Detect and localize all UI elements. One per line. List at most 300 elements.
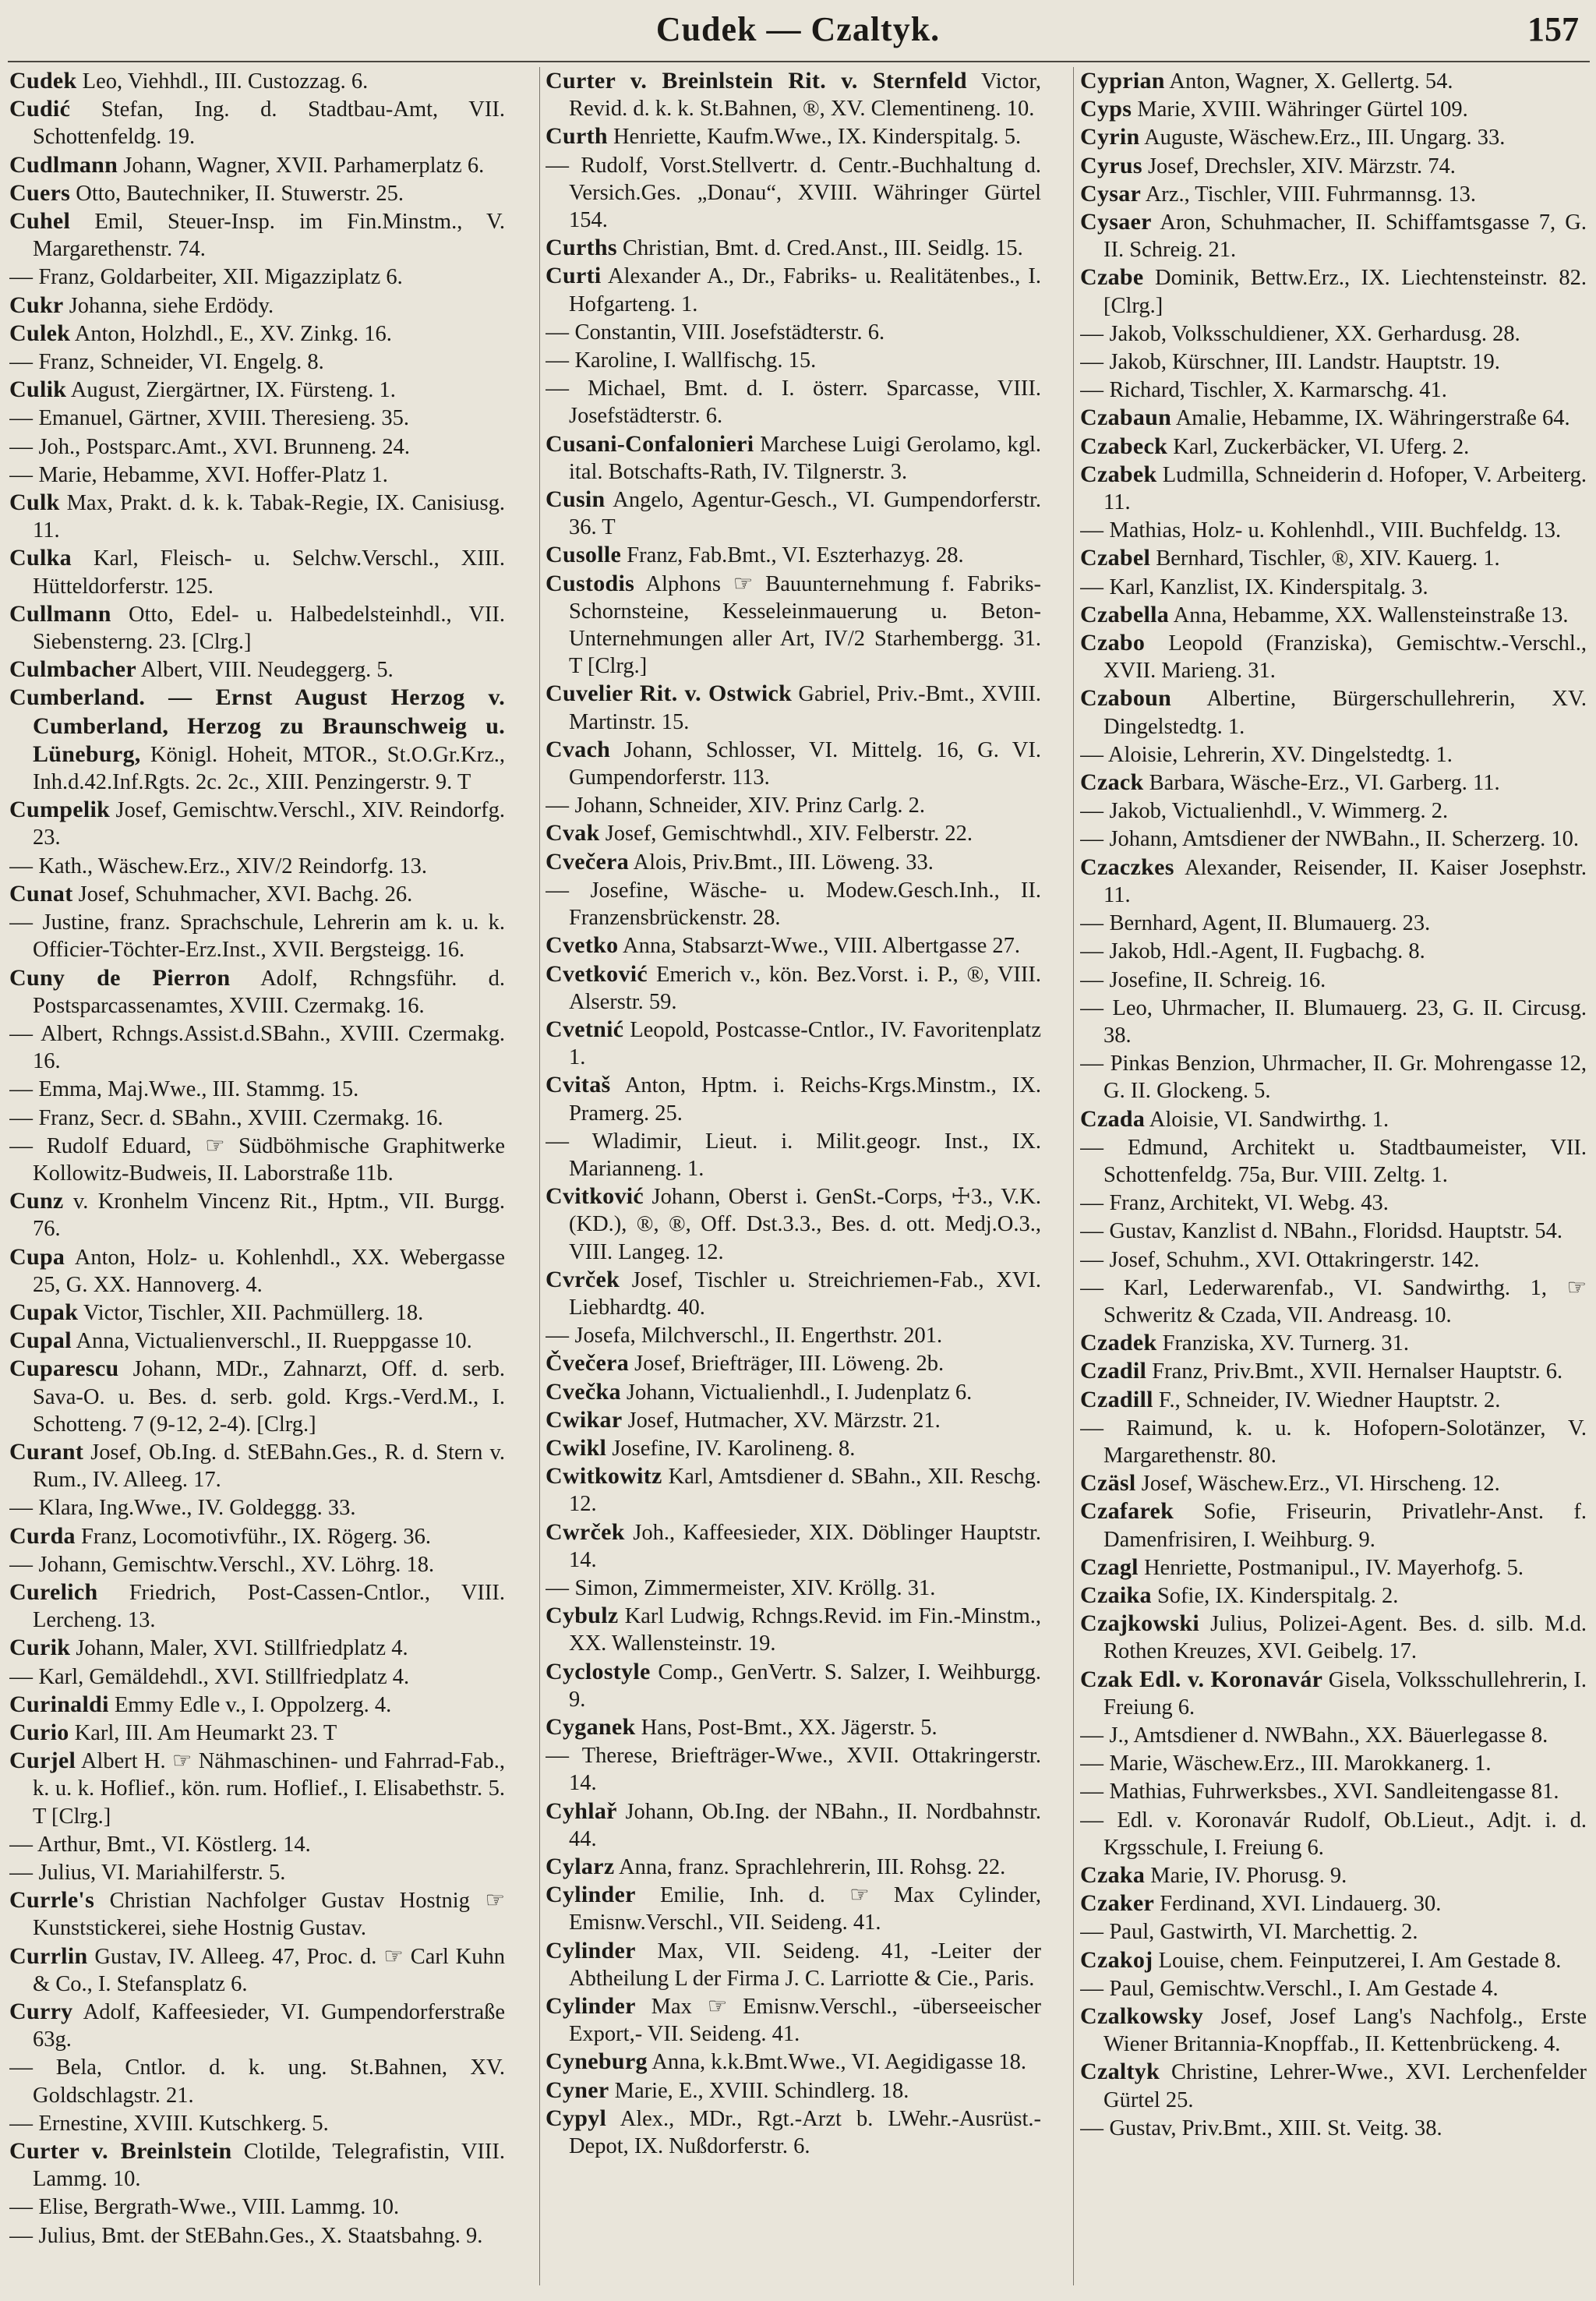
entry-details: Ludmilla, Schneiderin d. Hofoper, V. Arbeiterg. 11. [1103, 462, 1587, 515]
entry-details: Josefine, II. Schreig. 16. [1109, 967, 1326, 992]
entry-name: Cvrček [546, 1266, 620, 1292]
entry-details: Franz, Priv.Bmt., XVII. Hernalser Hauptstr. 6. [1152, 1359, 1563, 1384]
directory-entry [9, 1634, 505, 1662]
directory-entry [9, 1299, 505, 1327]
entry-name: — [9, 1494, 34, 1521]
entry-name: Czaczkes [1080, 854, 1174, 880]
entry-details: Sofie, Friseurin, Privatlehr-Anst. f. Damenfrisiren, I. Weihburg. 9. [1103, 1500, 1587, 1552]
entry-details: Paul, Gemischtw.Verschl., I. Am Gestade 4. [1109, 1976, 1499, 2001]
page-number: 157 [1527, 10, 1579, 48]
entry-name: Czabaun [1080, 405, 1172, 431]
entry-details: Ernestine, XVIII. Kutschkerg. 5. [38, 2111, 329, 2136]
directory-entry [9, 1858, 505, 1886]
directory-entry [546, 122, 1041, 150]
entry-details: Karl, Gemäldehdl., XVI. Stillfriedplatz 4. [38, 1664, 410, 1689]
entry-name: Cupa [9, 1243, 65, 1270]
entry-name: — [1080, 994, 1104, 1020]
directory-entry [1080, 629, 1587, 684]
entry-name: Czaika [1080, 1582, 1152, 1608]
directory-entry [9, 67, 505, 95]
entry-name: Cwrček [546, 1518, 625, 1545]
entry-details: Leo, Uhrmacher, II. Blumauerg. 23, G. II. Circusg. 38. [1103, 995, 1587, 1048]
directory-entry [1080, 404, 1587, 432]
directory-entry [9, 151, 505, 179]
entry-details: Henriette, Kaufm.Wwe., IX. Kinderspitalg. 5. [613, 125, 1022, 150]
directory-entry [9, 1550, 505, 1578]
entry-name: Czabo [1080, 630, 1146, 656]
entry-name: — [1080, 1806, 1104, 1833]
entry-details: Mathias, Fuhrwerksbes., XVI. Sandleitengasse 81. [1109, 1780, 1559, 1804]
directory-entry [546, 1071, 1041, 1126]
entry-details: J., Amtsdiener d. NWBahn., XX. Bäuerlegasse 8. [1109, 1723, 1548, 1748]
directory-entry [1080, 937, 1587, 965]
entry-details: Karl, Kanzlist, IX. Kinderspitalg. 3. [1109, 574, 1428, 599]
entry-details: Barbara, Wäsche-Erz., VI. Garberg. 11. [1149, 771, 1500, 796]
entry-details: Pinkas Benzion, Uhrmacher, II. Gr. Mohrengasse 12, G. II. Glockeng. 5. [1103, 1052, 1587, 1104]
entry-name: Czada [1080, 1105, 1146, 1132]
entry-name: — [9, 1550, 34, 1577]
entry-name: — [546, 375, 570, 401]
entry-name: Cysaer [1080, 209, 1152, 235]
entry-details: Josefine, IV. Karolineng. 8. [612, 1436, 856, 1461]
directory-entry [1080, 1049, 1587, 1105]
entry-details: Königl. Hoheit, MTOR., St.O.Gr.Krz., Inh.d.42.Inf.Rgts. 2c. 2c., XIII. Penzingerstr. 9. T [33, 742, 505, 795]
directory-entry [1080, 1889, 1587, 1917]
entry-name: — [546, 347, 570, 373]
entry-name: — [1080, 320, 1104, 346]
directory-entry [1080, 684, 1587, 740]
entry-details: Josef, Ob.Ing. d. StEBahn.Ges., R. d. Stern v. Rum., IV. Alleeg. 17. [33, 1440, 505, 1493]
entry-details: Sofie, IX. Kinderspitalg. 2. [1156, 1583, 1399, 1608]
entry-details: Stefan, Ing. d. Stadtbau-Amt, VII. Schottenfeldg. 19. [33, 97, 505, 150]
directory-entry [546, 1462, 1041, 1518]
entry-name: Cvitaš [546, 1072, 611, 1098]
directory-entry [1080, 263, 1587, 319]
entry-name: — [9, 348, 34, 375]
entry-details: Franz, Architekt, VI. Webg. 43. [1109, 1191, 1389, 1216]
entry-details: Albertine, Bürgerschullehrerin, XV. Dingelstedtg. 1. [1103, 687, 1587, 739]
entry-details: Marie, E., XVIII. Schindlerg. 18. [614, 2078, 909, 2103]
directory-entry [9, 1578, 505, 1634]
entry-details: Josef, Briefträger, III. Löweng. 2b. [634, 1352, 945, 1377]
entry-details: Anton, Hptm. i. Reichs-Krgs.Minstm., IX. Pramerg. 25. [569, 1073, 1041, 1126]
entry-name: Curjel [9, 1748, 76, 1774]
entry-details: Victor, Revid. d. k. k. St.Bahnen, ®, XV. Clementineng. 10. [569, 69, 1041, 122]
entry-name: Curth [546, 123, 608, 150]
entry-details: Clotilde, Telegrafistin, VIII. Lammg. 10. [33, 2140, 505, 2192]
entry-details: Franz, Schneider, VI. Engelg. 8. [38, 350, 324, 375]
entry-details: Wladimir, Lieut. i. Milit.geogr. Inst., IX. Marianneng. 1. [569, 1129, 1041, 1181]
entry-details: Josef, Schuhmacher, XVI. Bachg. 26. [78, 882, 413, 907]
directory-entry [1080, 909, 1587, 937]
entry-name: — [1080, 797, 1104, 824]
entry-details: Victor, Tischler, XII. Pachmüllerg. 18. [83, 1300, 424, 1325]
directory-entry [546, 374, 1041, 429]
directory-entry [9, 320, 505, 348]
entry-details: Johanna, siehe Erdödy. [69, 293, 274, 318]
directory-entry [1080, 769, 1587, 797]
entry-name: Czack [1080, 769, 1144, 796]
directory-entry [9, 1719, 505, 1747]
directory-entry [1080, 966, 1587, 994]
directory-entry [1080, 544, 1587, 572]
entry-details: Arz., Tischler, VIII. Fuhrmannsg. 13. [1145, 182, 1476, 207]
directory-entry [1080, 994, 1587, 1049]
directory-entry [9, 1830, 505, 1858]
entry-details: Albert, Rchngs.Assist.d.SBahn., XVIII. Czermakg. 16. [33, 1021, 505, 1074]
entry-details: Henriette, Postmanipul., IV. Mayerhofg. 5. [1143, 1555, 1524, 1580]
directory-entry [1080, 1946, 1587, 1974]
directory-entry [546, 430, 1041, 486]
entry-name: Curda [9, 1522, 76, 1549]
entry-name: — [1080, 1050, 1104, 1076]
entry-name: Czaboun [1080, 685, 1172, 712]
entry-details: Friedrich, Post-Cassen-Cntlor., VIII. Lercheng. 13. [33, 1580, 505, 1633]
entry-name: Cunz [9, 1188, 64, 1214]
entry-name: — [1080, 573, 1104, 599]
entry-details: Leo, Viehhdl., III. Custozzag. 6. [82, 69, 369, 94]
entry-details: Constantin, VIII. Josefstädterstr. 6. [574, 320, 885, 345]
entry-name: Curry [9, 1999, 73, 2025]
entry-details: Emilie, Inh. d. ☞ Max Cylinder, Emisnw.Verschl., VII. Seideng. 41. [569, 1883, 1041, 1935]
entry-name: — [9, 2193, 34, 2220]
entry-details: Comp., GenVertr. S. Salzer, I. Weihburgg. 9. [569, 1659, 1041, 1712]
directory-entry [1080, 376, 1587, 404]
directory-entry [9, 348, 505, 376]
directory-entry [1080, 516, 1587, 544]
entry-details: Therese, Briefträger-Wwe., XVII. Ottakringerstr. 14. [569, 1744, 1041, 1796]
entry-details: Josefine, Wäsche- u. Modew.Gesch.Inh., II. Franzensbrückenstr. 28. [569, 878, 1041, 931]
directory-entry [546, 2048, 1041, 2076]
directory-entry [1080, 2114, 1587, 2142]
entry-name: — [9, 1859, 34, 1885]
directory-entry [1080, 123, 1587, 151]
entry-name: Cuny de Pierron [9, 964, 231, 991]
directory-entry [546, 1658, 1041, 1713]
directory-entry [9, 684, 505, 796]
entry-name: — [1080, 376, 1104, 403]
entry-details: Mathias, Holz- u. Kohlenhdl., VIII. Buchfeldg. 13. [1109, 518, 1562, 543]
entry-details: Johann, MDr., Zahnarzt, Off. d. serb. Sava-O. u. Bes. d. serb. gold. Krgs.-Verd.M., I. Schotteng. 7 (9-12, 2-4). [Clrg.] [33, 1357, 505, 1437]
directory-entry [1080, 1469, 1587, 1497]
entry-details: Angelo, Agentur-Gesch., VI. Gumpendorferstr. 36. T [569, 488, 1041, 540]
entry-name: — [9, 1020, 34, 1046]
entry-name: Czabe [1080, 264, 1144, 291]
entry-details: Edl. v. Koronavár Rudolf, Ob.Lieut., Adjt. i. d. Krgsschule, I. Freiung 6. [1103, 1808, 1587, 1860]
entry-details: Julius, Bmt. der StEBahn.Ges., X. Staatsbahng. 9. [38, 2223, 483, 2248]
entry-details: Karoline, I. Wallfischg. 15. [574, 348, 817, 373]
directory-entry [546, 570, 1041, 680]
entry-name: — [9, 461, 34, 487]
directory-entry [9, 1355, 505, 1438]
directory-entry [9, 1104, 505, 1132]
entry-name: Cumpelik [9, 797, 111, 823]
entry-name: Czabek [1080, 461, 1157, 487]
entry-details: Anna, k.k.Bmt.Wwe., VI. Aegidigasse 18. [651, 2050, 1027, 2075]
entry-details: August, Ziergärtner, IX. Fürsteng. 1. [70, 378, 396, 403]
entry-name: — [546, 1127, 570, 1154]
entry-details: Anna, Stabsarzt-Wwe., VIII. Albertgasse 27. [623, 934, 1020, 959]
directory-entry [1080, 348, 1587, 376]
entry-name: Čvečera [546, 1350, 630, 1377]
entry-name: Cunat [9, 880, 73, 907]
entry-details: Alois, Priv.Bmt., III. Löweng. 33. [633, 850, 934, 875]
directory-entry [1080, 1497, 1587, 1553]
entry-details: Josef, Josef Lang's Nachfolg., Erste Wiener Britannia-Knopffab., II. Kettenbrückeng. 4. [1103, 2005, 1587, 2057]
entry-details: Jakob, Hdl.-Agent, II. Fugbachg. 8. [1109, 939, 1425, 964]
entry-details: Emmy Edle v., I. Oppolzerg. 4. [114, 1692, 392, 1717]
directory-entry [9, 2053, 505, 2108]
entry-details: Albert, VIII. Neudeggerg. 5. [140, 658, 394, 683]
directory-entry [546, 262, 1041, 317]
directory-entry [546, 876, 1041, 931]
directory-entry [9, 1327, 505, 1355]
directory-entry [546, 1378, 1041, 1406]
entry-name: Culek [9, 320, 71, 346]
entry-details: Raimund, k. u. k. Hofopern-Solotänzer, V. Margarethenstr. 80. [1103, 1416, 1587, 1468]
entry-name: Cylinder [546, 1937, 636, 1963]
directory-entry [1080, 854, 1587, 909]
entry-details: Edmund, Architekt u. Stadtbaumeister, VII. Schottenfeldg. 75a, Bur. VIII. Zeltg. 1. [1103, 1135, 1587, 1187]
directory-entry [1080, 180, 1587, 208]
directory-entry [1080, 67, 1587, 95]
entry-name: Czajkowski [1080, 1610, 1200, 1637]
entry-details: Karl, Fleisch- u. Selchw.Verschl., XIII. Hütteldorferstr. 125. [33, 546, 505, 599]
entry-name: Cylarz [546, 1854, 615, 1879]
entry-details: F., Schneider, IV. Wiedner Hauptstr. 2. [1158, 1387, 1501, 1412]
entry-name: — [546, 792, 570, 818]
entry-name: Culka [9, 545, 72, 571]
directory-entry [1080, 1414, 1587, 1469]
directory-entry [9, 1020, 505, 1075]
entry-name: Cvetković [546, 960, 648, 987]
directory-entry [9, 1132, 505, 1187]
directory-entry [546, 318, 1041, 346]
entry-name: Czaka [1080, 1862, 1146, 1888]
entry-name: Cyps [1080, 96, 1132, 122]
entry-details: Karl Ludwig, Rchngs.Revid. im Fin.-Minstm., XX. Wallensteinstr. 19. [569, 1604, 1041, 1656]
entry-details: Adolf, Kaffeesieder, VI. Gumpendorferstraße 63g. [33, 2000, 505, 2052]
entry-details: Louise, chem. Feinputzerei, I. Am Gestade 8. [1158, 1948, 1562, 1973]
directory-entry [546, 1713, 1041, 1741]
directory-entry [9, 964, 505, 1020]
directory-entry [1080, 208, 1587, 263]
directory-entry [9, 1493, 505, 1522]
entry-name: — [1080, 1414, 1104, 1440]
entry-details: Aloisie, VI. Sandwirthg. 1. [1149, 1107, 1389, 1132]
entry-details: Gisela, Volksschullehrerin, I. Freiung 6. [1103, 1667, 1587, 1720]
entry-details: Alexander, Reisender, II. Kaiser Josephstr. 11. [1103, 855, 1587, 907]
directory-entry [546, 1853, 1041, 1881]
directory-entry [546, 1797, 1041, 1853]
directory-entry [546, 1127, 1041, 1182]
entry-name: Cusani-Confalonieri [546, 430, 754, 457]
directory-entry [1080, 1917, 1587, 1946]
entry-name: — [9, 2054, 34, 2080]
entry-details: Dominik, Bettw.Erz., IX. Liechtensteinstr. 82. [Clrg.] [1103, 266, 1587, 318]
entry-name: — [1080, 348, 1104, 375]
entry-details: Joh., Postsparc.Amt., XVI. Brunneng. 24. [38, 434, 410, 459]
entry-details: Richard, Tischler, X. Karmarschg. 41. [1109, 378, 1447, 403]
entry-name: — [546, 876, 570, 903]
entry-name: Czakoj [1080, 1946, 1153, 1973]
directory-entry [546, 1266, 1041, 1321]
directory-entry [9, 1747, 505, 1830]
directory-entry [1080, 1274, 1587, 1329]
entry-name: — [1080, 1189, 1104, 1216]
entry-details: Johann, Wagner, XVII. Parhamerplatz 6. [123, 153, 485, 178]
entry-details: Emma, Maj.Wwe., III. Stammg. 15. [38, 1077, 359, 1102]
entry-details: Josef, Schuhm., XVI. Ottakringerstr. 142. [1109, 1247, 1480, 1272]
entry-name: Cyner [546, 2077, 609, 2103]
column-divider [1073, 67, 1074, 2285]
directory-entry [546, 1321, 1041, 1349]
directory-entry [1080, 152, 1587, 180]
entry-name: — [1080, 2114, 1104, 2140]
entry-details: Aron, Schuhmacher, II. Schiffamtsgasse 7, G. II. Schreig. 21. [1103, 210, 1587, 263]
directory-entry [9, 404, 505, 432]
entry-name: — [1080, 517, 1104, 543]
directory-entry [546, 1349, 1041, 1377]
entry-name: Cumberland. — Ernst August Herzog v. Cumberland, Herzog zu Braunschweig u. Lüneburg, [9, 684, 505, 767]
directory-entry [9, 1663, 505, 1691]
entry-details: Otto, Bautechniker, II. Stuwerstr. 25. [76, 181, 404, 206]
entry-name: Curant [9, 1438, 84, 1465]
entry-details: Karl, Lederwarenfab., VI. Sandwirthg. 1, ☞ Schweritz & Czada, VII. Andreasg. 10. [1103, 1275, 1587, 1327]
entry-name: Cudek [9, 68, 77, 94]
entry-details: Joh., Kaffeesieder, XIX. Döblinger Hauptstr. 14. [569, 1520, 1041, 1572]
entry-details: Rudolf Eduard, ☞ Südböhmische Graphitwerke Kollowitz-Budweis, II. Laborstraße 11b. [33, 1133, 505, 1186]
directory-entry [9, 1998, 505, 2053]
entry-details: Julius, VI. Mariahilferstr. 5. [38, 1861, 286, 1885]
directory-entry [9, 489, 505, 544]
entry-name: Cudlmann [9, 151, 118, 178]
entry-details: Anton, Wagner, X. Gellertg. 54. [1169, 69, 1453, 94]
directory-entry [9, 1187, 505, 1242]
entry-details: Gustav, Kanzlist d. NBahn., Floridsd. Hauptstr. 54. [1109, 1219, 1563, 1244]
directory-entry [9, 1942, 505, 1998]
entry-details: Hans, Post-Bmt., XX. Jägerstr. 5. [641, 1715, 937, 1740]
entry-details: Josef, Gemischtw.Verschl., XIV. Reindorfg. 23. [33, 798, 505, 850]
entry-details: Johann, Gemischtw.Verschl., XV. Löhrg. 18. [38, 1552, 435, 1577]
entry-name: Cyprian [1080, 68, 1165, 94]
entry-name: — [9, 263, 34, 290]
entry-details: Josefa, Milchverschl., II. Engerthstr. 201. [574, 1324, 943, 1348]
directory-entry [9, 2137, 505, 2193]
entry-name: — [9, 1104, 34, 1130]
entry-name: Cuhel [9, 208, 71, 235]
entry-name: — [9, 433, 34, 459]
directory-entry [9, 908, 505, 963]
entry-details: Karl, III. Am Heumarkt 23. T [74, 1720, 337, 1745]
entry-name: Cullmann [9, 600, 111, 627]
entry-details: Johann, Schneider, XIV. Prinz Carlg. 2. [574, 794, 925, 818]
entry-details: Josef, Tischler u. Streichriemen-Fab., XVI. Liebhardtg. 40. [569, 1267, 1041, 1320]
entry-details: Marie, XVIII. Währinger Gürtel 109. [1137, 97, 1468, 122]
entry-details: Jakob, Victualienhdl., V. Wimmerg. 2. [1109, 799, 1449, 824]
entry-details: Emanuel, Gärtner, XVIII. Theresieng. 35. [38, 406, 409, 431]
entry-details: Leopold, Postcasse-Cntlor., IV. Favoritenplatz 1. [569, 1017, 1041, 1070]
entry-name: Czafarek [1080, 1498, 1174, 1525]
column-3 [1080, 67, 1587, 2285]
directory-entry [1080, 1974, 1587, 2002]
entry-name: Czagl [1080, 1553, 1139, 1580]
directory-entry [546, 2077, 1041, 2105]
entry-name: Czadill [1080, 1386, 1153, 1412]
directory-entry [1080, 95, 1587, 123]
entry-name: Cylinder [546, 1882, 636, 1908]
directory-entry [9, 263, 505, 291]
entry-details: Anna, Hebamme, XX. Wallensteinstraße 13. [1173, 603, 1569, 627]
entry-details: Johann, Maler, XVI. Stillfriedplatz 4. [76, 1636, 408, 1661]
directory-entry [1080, 1610, 1587, 1665]
entry-details: Emerich v., kön. Bez.Vorst. i. P., ®, VIII. Alserstr. 59. [569, 962, 1041, 1014]
entry-details: Klara, Ing.Wwe., IV. Goldeggg. 33. [38, 1496, 356, 1521]
entry-name: Curio [9, 1719, 69, 1745]
entry-name: Cyganek [546, 1713, 636, 1740]
directory-entry [546, 67, 1041, 122]
entry-name: Czabel [1080, 545, 1151, 571]
directory-entry [1080, 601, 1587, 629]
directory-entry [546, 680, 1041, 735]
directory-entry [9, 1075, 505, 1103]
entry-details: Amalie, Hebamme, IX. Währingerstraße 64. [1175, 406, 1570, 431]
entry-details: Gustav, IV. Alleeg. 47, Proc. d. ☞ Carl Kuhn & Co., I. Stefansplatz 6. [33, 1944, 505, 1996]
directory-entry [9, 880, 505, 908]
entry-details: Franz, Goldarbeiter, XII. Migazziplatz 6. [38, 265, 403, 290]
entry-name: — [1080, 1778, 1104, 1804]
entry-name: Cupak [9, 1299, 79, 1325]
entry-name: Curter v. Breinlstein [9, 2138, 232, 2165]
entry-name: — [9, 1663, 34, 1689]
entry-name: Cudić [9, 96, 71, 122]
directory-entry [1080, 1329, 1587, 1357]
directory-entry [1080, 1721, 1587, 1749]
entry-name: Cuparescu [9, 1356, 119, 1382]
directory-entry [9, 656, 505, 684]
entry-name: Cupal [9, 1327, 72, 1354]
entry-name: Cyrin [1080, 124, 1140, 150]
entry-details: Max, Prakt. d. k. k. Tabak-Regie, IX. Canisiusg. 11. [33, 491, 505, 543]
entry-details: Johann, Ob.Ing. der NBahn., II. Nordbahnstr. 44. [569, 1799, 1041, 1851]
entry-name: Czabeck [1080, 433, 1168, 459]
entry-details: Karl, Zuckerbäcker, VI. Uferg. 2. [1173, 434, 1470, 459]
entry-name: — [546, 318, 570, 345]
directory-entry [546, 931, 1041, 960]
entry-details: Josef, Drechsler, XIV. Märzstr. 74. [1147, 154, 1456, 178]
entry-details: Aloisie, Lehrerin, XV. Dingelstedtg. 1. [1107, 742, 1453, 767]
directory-entry [9, 1886, 505, 1942]
running-head: Cudek — Czaltyk. [655, 10, 941, 48]
entry-details: Marie, IV. Phorusg. 9. [1150, 1864, 1347, 1888]
entry-name: Cwikl [546, 1434, 607, 1461]
entry-name: Cvak [546, 820, 600, 847]
directory-entry [9, 1243, 505, 1299]
directory-entry [546, 1016, 1041, 1071]
directory-entry [9, 796, 505, 851]
directory-entry [546, 486, 1041, 541]
entry-name: — [546, 1574, 570, 1600]
entry-details: Simon, Zimmermeister, XIV. Kröllg. 31. [574, 1575, 936, 1600]
entry-name: Cypyl [546, 2105, 607, 2131]
entry-name: Czadil [1080, 1358, 1147, 1384]
entry-name: Czaltyk [1080, 2059, 1160, 2085]
directory-entry [546, 791, 1041, 819]
entry-name: Cvach [546, 736, 611, 762]
entry-name: Czaker [1080, 1890, 1155, 1917]
directory-entry [1080, 1105, 1587, 1133]
entry-name: Culmbacher [9, 656, 136, 683]
